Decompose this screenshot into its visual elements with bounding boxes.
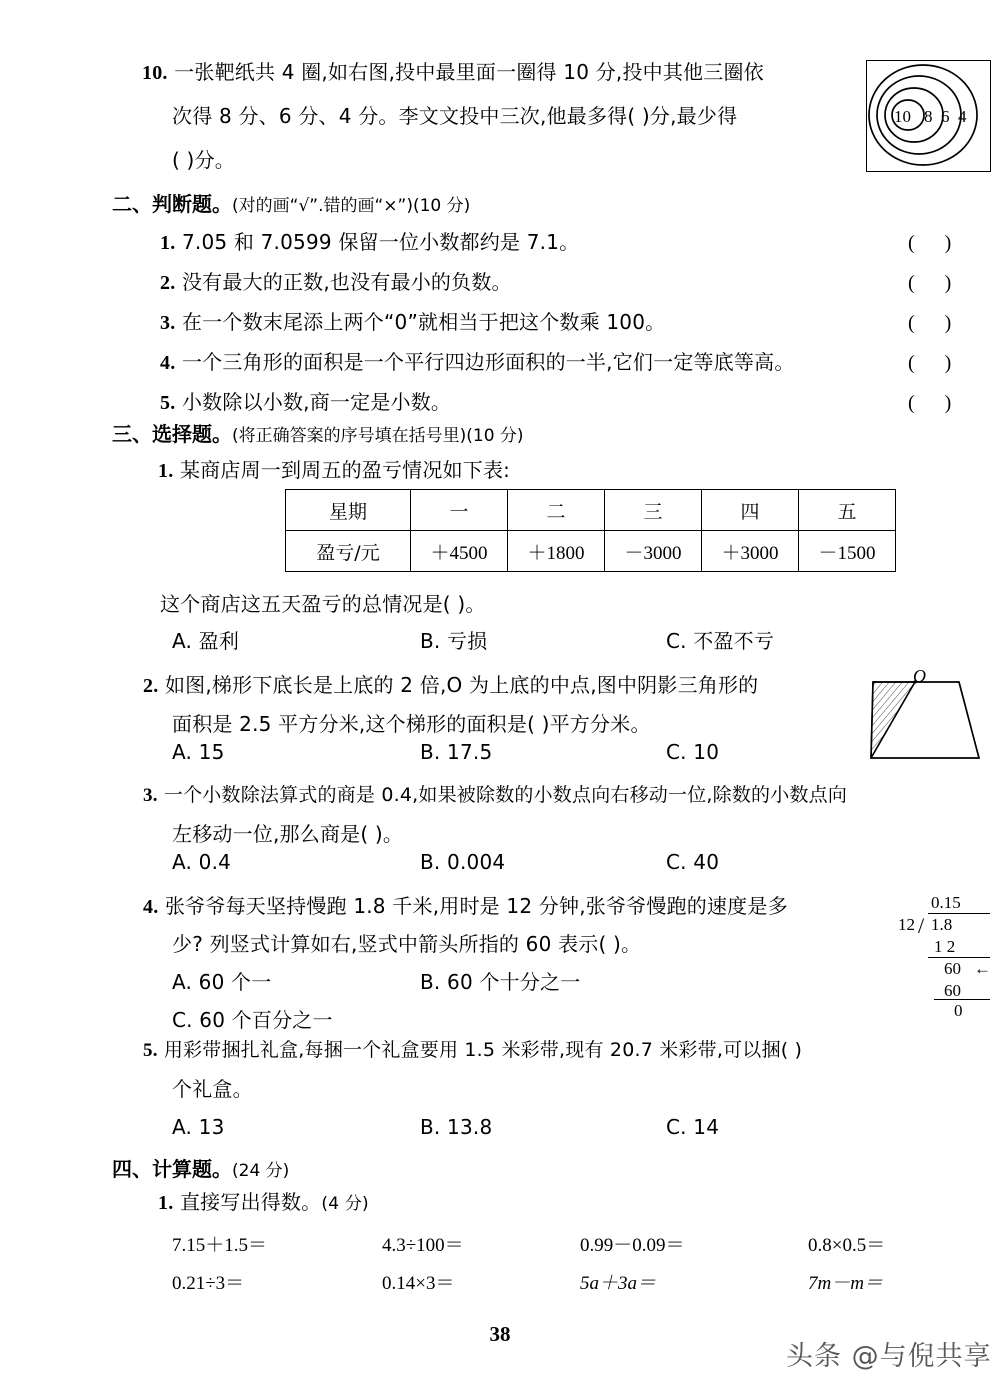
table-cell-value-5: －1500 xyxy=(799,531,896,572)
mc-q3-line-2: 左移动一位,那么商是( )。 xyxy=(172,822,404,846)
profit-loss-table xyxy=(285,489,896,572)
section-four-title: 四、计算题。 xyxy=(112,1157,232,1181)
division-arrow-icon: ← xyxy=(974,959,991,978)
tf-item-5-number: 5. xyxy=(160,392,176,414)
mc-q5-number: 5. xyxy=(143,1040,158,1061)
tf-item-5-text: 小数除以小数,商一定是小数。 xyxy=(181,390,452,414)
table-header-weekday: 星期 xyxy=(286,490,411,531)
shaded-trapezoid-figure xyxy=(855,668,995,776)
mc-q3-text-line-1: 一个小数除法算式的商是 0.4,如果被除数的小数点向右移动一位,除数的小数点向 xyxy=(163,784,848,806)
tf-item-4-text: 一个三角形的面积是一个平行四边形面积的一半,它们一定等底等高。 xyxy=(181,350,795,374)
trapezoid-point-label-o: O xyxy=(913,666,926,686)
tf-item-5 xyxy=(160,392,451,413)
table-cell-value-2: ＋1800 xyxy=(508,531,605,572)
mc-q3-number: 3. xyxy=(143,785,158,806)
target-rings-figure xyxy=(866,60,991,172)
table-row-values xyxy=(286,531,896,572)
tf-item-4 xyxy=(160,352,795,373)
mc-q1-option-a[interactable]: A. 盈利 xyxy=(172,629,240,653)
table-cell-day-2: 二 xyxy=(508,490,605,531)
section-two-title: 二、判断题。 xyxy=(112,192,232,216)
tf-item-2-text: 没有最大的正数,也没有最小的负数。 xyxy=(181,270,512,294)
table-cell-day-4: 四 xyxy=(702,490,799,531)
mc-q4-line-1 xyxy=(143,896,788,917)
table-cell-day-1: 一 xyxy=(411,490,508,531)
mc-q1-followup: 这个商店这五天盈亏的总情况是( )。 xyxy=(160,592,486,616)
mc-q2-option-c[interactable]: C. 10 xyxy=(666,740,720,764)
question-10-text-line-1: 一张靶纸共 4 圈,如右图,投中最里面一圈得 10 分,投中其他三圈依 xyxy=(174,60,764,84)
division-step-1: 1 2 xyxy=(934,937,956,956)
mc-q2-number: 2. xyxy=(143,675,159,697)
question-10-line-2: 次得 8 分、6 分、4 分。李文文投中三次,他最多得( )分,最少得 xyxy=(172,104,738,128)
table-cell-day-3: 三 xyxy=(605,490,702,531)
section-four-heading xyxy=(112,1153,289,1182)
question-10-number: 10. xyxy=(142,62,168,84)
question-10-line-3: ( )分。 xyxy=(172,148,235,172)
mc-q3-option-c[interactable]: C. 40 xyxy=(666,850,720,874)
tf-item-3-text: 在一个数末尾添上两个“0”就相当于把这个数乘 100。 xyxy=(181,310,666,334)
target-rings-svg xyxy=(867,61,989,170)
mc-q4-option-b[interactable]: B. 60 个十分之一 xyxy=(420,970,581,994)
mc-q2-option-b[interactable]: B. 17.5 xyxy=(420,740,493,764)
division-step-2: 60 xyxy=(944,959,961,978)
mc-q5-option-a[interactable]: A. 13 xyxy=(172,1115,225,1139)
division-remainder: 0 xyxy=(954,1001,963,1020)
mc-q2-line-2: 面积是 2.5 平方分米,这个梯形的面积是( )平方分米。 xyxy=(172,712,651,736)
section-three-title: 三、选择题。 xyxy=(112,422,232,446)
calc-q1-heading xyxy=(158,1192,369,1213)
tf-answer-blank-2[interactable]: ( ) xyxy=(908,272,952,294)
page-number: 38 xyxy=(489,1322,511,1346)
question-10-line-1 xyxy=(142,62,764,83)
mc-q1-option-b[interactable]: B. 亏损 xyxy=(420,629,488,653)
ring-label-6: 6 xyxy=(941,107,950,126)
section-three-instruction: (将正确答案的序号填在括号里)(10 分) xyxy=(232,426,524,446)
division-step-3: 60 xyxy=(944,981,961,1000)
section-four-instruction: (24 分) xyxy=(232,1161,290,1181)
mc-q4-line-2: 少? 列竖式计算如右,竖式中箭头所指的 60 表示( )。 xyxy=(172,932,642,956)
mc-q1-stem-text: 某商店周一到周五的盈亏情况如下表: xyxy=(179,458,511,482)
mc-q1-number: 1. xyxy=(158,460,174,482)
division-bracket-icon: / xyxy=(918,913,925,938)
mc-q3-option-b[interactable]: B. 0.004 xyxy=(420,850,506,874)
ring-label-8: 8 xyxy=(924,107,933,126)
division-divisor: 12 xyxy=(898,915,915,934)
tf-item-2 xyxy=(160,272,512,293)
division-vinculum xyxy=(928,913,990,914)
mc-q3-line-1 xyxy=(143,786,847,805)
ring-label-4: 4 xyxy=(958,107,967,126)
tf-item-1 xyxy=(160,232,579,253)
mc-q5-option-b[interactable]: B. 13.8 xyxy=(420,1115,493,1139)
tf-item-1-text: 7.05 和 7.0599 保留一位小数都约是 7.1。 xyxy=(181,230,580,254)
calc-item-r1-c1[interactable]: 7.15＋1.5＝ xyxy=(172,1235,268,1256)
division-quotient: 0.15 xyxy=(931,893,961,912)
watermark-text: 头条 @与倪共享 xyxy=(786,1341,992,1372)
mc-q4-number: 4. xyxy=(143,896,159,918)
mc-q4-option-a[interactable]: A. 60 个一 xyxy=(172,970,272,994)
mc-q2-text-line-1: 如图,梯形下底长是上底的 2 倍,O 为上底的中点,图中阴影三角形的 xyxy=(164,673,759,697)
tf-item-4-number: 4. xyxy=(160,352,176,374)
calc-q1-label: 直接写出得数。 xyxy=(179,1190,322,1214)
mc-q1-stem xyxy=(158,460,510,481)
mc-q2-line-1 xyxy=(143,675,758,696)
tf-item-1-number: 1. xyxy=(160,232,176,254)
mc-q5-line-2: 个礼盒。 xyxy=(172,1077,253,1101)
calc-q1-points: (4 分) xyxy=(321,1194,369,1214)
tf-item-2-number: 2. xyxy=(160,272,176,294)
tf-item-3-number: 3. xyxy=(160,312,176,334)
mc-q5-text-line-1: 用彩带捆扎礼盒,每捆一个礼盒要用 1.5 米彩带,现有 20.7 米彩带,可以捆( ) xyxy=(163,1039,803,1061)
table-cell-value-3: －3000 xyxy=(605,531,702,572)
table-cell-value-4: ＋3000 xyxy=(702,531,799,572)
table-header-profit: 盈亏/元 xyxy=(286,531,411,572)
calc-item-r2-c3[interactable]: 5a＋3a＝ xyxy=(580,1273,657,1294)
division-rule-1 xyxy=(928,957,990,958)
calc-item-r2-c1[interactable]: 0.21÷3＝ xyxy=(172,1273,245,1294)
division-dividend: 1.8 xyxy=(931,915,953,934)
mc-q5-line-1 xyxy=(143,1041,802,1060)
section-two-heading xyxy=(112,188,470,217)
tf-answer-blank-1[interactable]: ( ) xyxy=(908,232,952,254)
division-rule-2 xyxy=(934,999,990,1000)
tf-answer-blank-5[interactable]: ( ) xyxy=(908,392,952,414)
long-division-figure xyxy=(898,893,998,1020)
table-cell-day-5: 五 xyxy=(799,490,896,531)
calc-item-r1-c2[interactable]: 4.3÷100＝ xyxy=(382,1235,464,1256)
table-row-days xyxy=(286,490,896,531)
mc-q4-option-c[interactable]: C. 60 个百分之一 xyxy=(172,1008,333,1032)
tf-item-3 xyxy=(160,312,665,333)
tf-answer-blank-3[interactable]: ( ) xyxy=(908,312,952,334)
calc-item-r1-c4[interactable]: 0.8×0.5＝ xyxy=(808,1235,886,1256)
mc-q2-option-a[interactable]: A. 15 xyxy=(172,740,225,764)
tf-answer-blank-4[interactable]: ( ) xyxy=(908,352,952,374)
mc-q5-option-c[interactable]: C. 14 xyxy=(666,1115,720,1139)
ring-label-10: 10 xyxy=(894,107,911,126)
section-three-heading xyxy=(112,418,524,447)
mc-q3-option-a[interactable]: A. 0.4 xyxy=(172,850,232,874)
calc-q1-number: 1. xyxy=(158,1192,174,1214)
calc-item-r2-c4[interactable]: 7m－m＝ xyxy=(808,1273,883,1294)
calc-item-r1-c3[interactable]: 0.99－0.09＝ xyxy=(580,1235,685,1256)
mc-q4-text-line-1: 张爷爷每天坚持慢跑 1.8 千米,用时是 12 分钟,张爷爷慢跑的速度是多 xyxy=(164,894,788,918)
mc-q1-option-c[interactable]: C. 不盈不亏 xyxy=(666,629,775,653)
section-two-instruction: (对的画“√”.错的画“×”)(10 分) xyxy=(232,196,471,216)
table-cell-value-1: ＋4500 xyxy=(411,531,508,572)
calc-item-r2-c2[interactable]: 0.14×3＝ xyxy=(382,1273,455,1294)
